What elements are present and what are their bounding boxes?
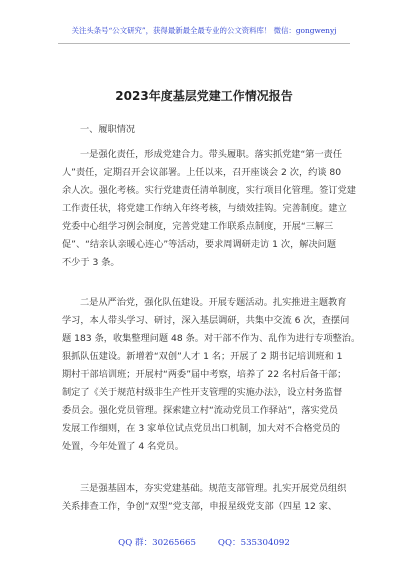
- paragraph-line: 学习，本人带头学习、研讨，深入基层调研，共集中交流 6 次，查摆问: [62, 315, 350, 326]
- section-heading: 一、履职情况: [80, 124, 136, 135]
- footer-qq: QQ：535304092: [217, 538, 290, 548]
- paragraph-line: 三是强基固本，夯实党建基础。规范支部管理。扎实开展党员组织: [80, 483, 347, 494]
- paragraph-3: [62, 480, 350, 516]
- paragraph-line: 狠抓队伍建设。新增着“双创”人才 1 名；开展了 2 期书记培训班和 1: [62, 351, 343, 362]
- paragraph-line: 一是强化责任，形成党建合力。带头履职。落实抓党建“第一责任: [80, 149, 343, 160]
- header-promo-note: 关注头条号“公文研究”，获得最新最全最专业的公文资料库！ 微信：gongwenyj: [71, 26, 337, 35]
- paragraph-line: 二是从严治党，强化队伍建设。开展专题活动。扎实推进主题教育: [80, 297, 347, 308]
- paragraph-line: 不少于 3 条。: [62, 257, 120, 268]
- paragraph-line: 制定了《关于规范村级非生产性开支管理的实施办法》，设立村务监督: [62, 387, 343, 398]
- paragraph-line: 发展工作细则，在 3 家单位试点党员出口机制，加大对不合格党员的: [62, 423, 341, 434]
- paragraph-line: 题 183 条，收集整理问题 48 条。对干部不作为、乱作为进行专项整治。: [62, 333, 361, 344]
- paragraph-line: 处置，今年处置了 4 名党员。: [62, 441, 184, 452]
- paragraph-1: [62, 146, 356, 272]
- footer-contact: [0, 536, 408, 548]
- paragraph-line: 促”、“结亲认亲暖心连心”等活动，要求周调研走访 1 次，解决问题: [62, 239, 337, 250]
- paragraph-line: 期村干部培训班；开展村“两委”届中考察，培养了 22 名村后备干部；: [62, 369, 347, 380]
- header-divider: [58, 43, 350, 44]
- paragraph-line: 工作责任状，将党建工作纳入年终考核，与绩效挂钩。完善制度。建立: [62, 203, 347, 214]
- footer-qq-group: QQ 群：30265665: [118, 538, 196, 548]
- paragraph-line: 余人次。强化考核。实行党建责任清单制度，实行项目化管理。签订党建: [62, 185, 356, 196]
- paragraph-line: 关系排查工作，争创“双型”党支部，申报星级党支部（四星 12 家、: [62, 501, 338, 512]
- paragraph-line: 人”责任，定期召开会议部署。上任以来，召开座谈会 2 次，约谈 80: [62, 167, 342, 178]
- paragraph-2: [62, 294, 361, 456]
- paragraph-line: 委员会。强化党员管理。探索建立村“流动党员工作驿站”，落实党员: [62, 405, 338, 416]
- document-title: 2023年度基层党建工作情况报告: [115, 89, 293, 103]
- paragraph-line: 党委中心组学习例会制度，完善党建工作联系点制度，开展“三解三: [62, 221, 334, 232]
